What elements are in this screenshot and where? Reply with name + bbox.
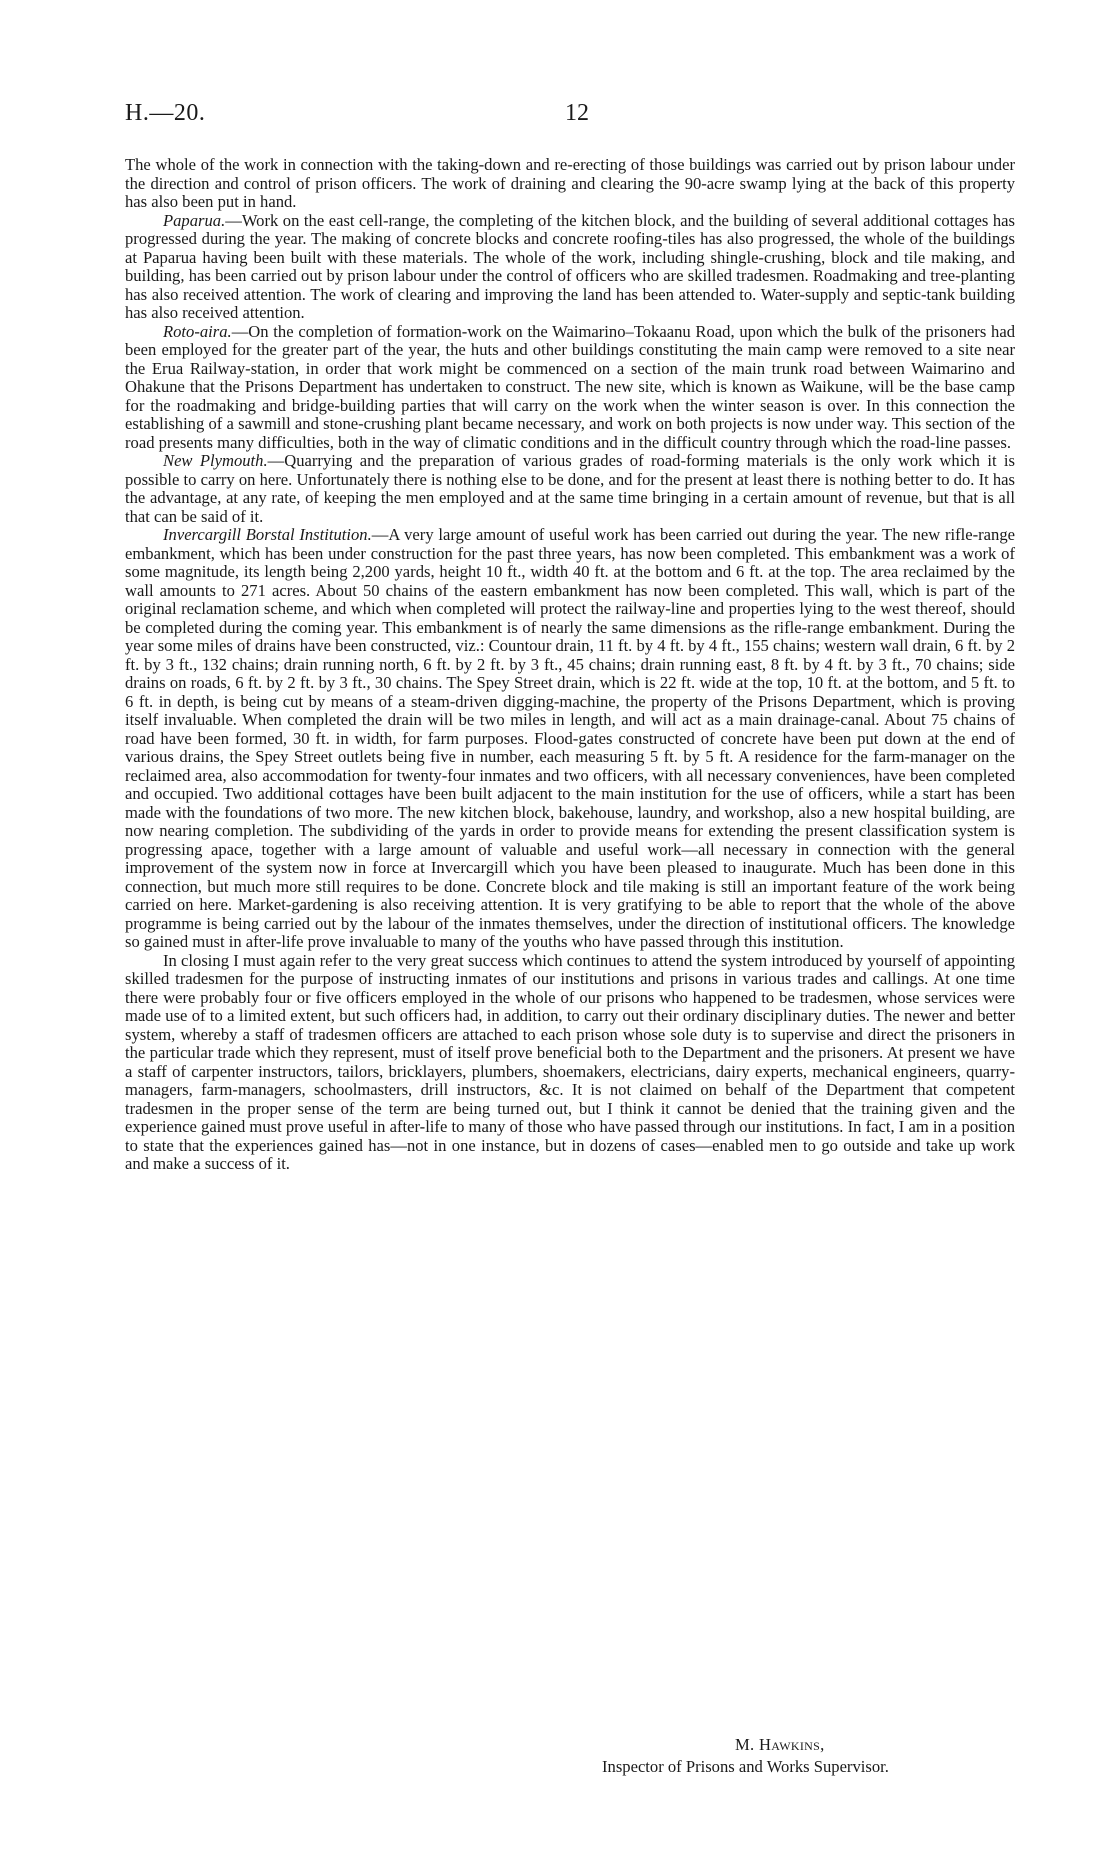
- paragraph-text: —A very large amount of useful work has been carried out during the year. The new rifle-range embankment, which has been under construction for the past three years, has now been completed. This embankment was a work of some magnitude, its length being 2,200 yards, height 10 ft., width 40 ft. at the bottom and 6 ft. at the top. The area reclaimed by the wall amounts to 271 acres. About 50 chains of the eastern embankment has now been completed. This wall, which is part of the original reclamation scheme, and which when completed will protect the railway-line and properties lying to the west thereof, should be completed during the coming year. This embankment is of nearly the same dimensions as the rifle-range embankment. During the year some miles of drains have been constructed, viz.: Countour drain, 11 ft. by 4 ft. by 4 ft., 155 chains; western wall drain, 6 ft. by 2 ft. by 3 ft., 132 chains; drain running north, 6 ft. by 2 ft. by 3 ft., 45 chains; drain running east, 8 ft. by 4 ft. by 3 ft., 70 chains; side drains on roads, 6 ft. by 2 ft. by 3 ft., 30 chains. The Spey Street drain, which is 22 ft. wide at the top, 10 ft. at the bottom, and 5 ft. to 6 ft. in depth, is being cut by means of a steam-driven digging-machine, the property of the Prisons Department, which is proving itself invaluable. When completed the drain will be two miles in length, and will act as a main drainage-canal. About 75 chains of road have been formed, 30 ft. in width, for farm purposes. Flood-gates constructed of concrete have been put down at the end of various drains, the Spey Street outlets being five in number, each measuring 5 ft. by 5 ft. A residence for the farm-manager on the reclaimed area, also accommodation for twenty-four inmates and two officers, with all necessary conveniences, have been completed and occupied. Two additional cottages have been built adjacent to the main institution for the use of officers, while a start has been made with the foundations of two more. The new kitchen block, bakehouse, laundry, and workshop, also a new hospital building, are now nearing completion. The subdividing of the yards in order to provide means for extending the present classification system is progressing apace, together with a large amount of valuable and useful work—all necessary in connection with the general improvement of the system now in force at Invercargill which you have been pleased to inaugurate. Much has been done in this connection, but much more still requires to be done. Concrete block and tile making is still an important feature of the work being carried on here. Market-gardening is also receiving attention. It is very gratifying to be able to report that the whole of the above programme is being carried out by the labour of the inmates themselves, under the direction of institutional officers. The knowledge so gained must in after-life prove invaluable to many of the youths who have passed through this institution.: [125, 525, 1015, 951]
- paragraph-heading: Roto-aira.: [163, 321, 232, 341]
- signatory-title: Inspector of Prisons and Works Supervisor.: [602, 1757, 889, 1776]
- paragraph-heading: Paparua.: [163, 210, 226, 230]
- paragraph-new-plymouth: [125, 452, 1015, 526]
- page-number: 12: [565, 100, 589, 126]
- paragraph-heading: New Plymouth.: [163, 451, 268, 470]
- paragraph-text: —Quarrying and the preparation of various grades of road-forming materials is the only work which it is possible to carry on here. Unfortunately there is nothing else to be done, and for the present at least there is nothing better to do. It has the advantage, at any rate, of keeping the men employed and at the same time bringing in a certain amount of revenue, but that is all that can be said of it.: [125, 451, 1015, 526]
- paragraph-closing: [125, 952, 1015, 1174]
- paragraph-heading: Invercargill Borstal Institution.: [163, 525, 372, 544]
- document-reference: H.—20.: [125, 100, 206, 126]
- paragraph-invercargill-borstal: [125, 526, 1015, 952]
- signatory-name: M. Hawkins,: [735, 1735, 825, 1754]
- page-header: [125, 100, 1017, 140]
- paragraph-text: The whole of the work in connection with the taking-down and re-erecting of those buildings was carried out by prison labour under the direction and control of prison officers. The work of draining and clearing the 90-acre swamp lying at the back of this property has also been put in hand.: [125, 155, 1015, 211]
- report-body: [125, 156, 1015, 1174]
- paragraph-roto-aira: [125, 323, 1015, 453]
- paragraph-text: —Work on the east cell-range, the completing of the kitchen block, and the building of several additional cottages has progressed during the year. The making of concrete blocks and concrete roofing-tiles has also progressed, the whole of the buildings at Paparua having been built with these materials. The whole of the work, including shingle-crushing, block and tile making, and building, has been carried out by prison labour under the control of officers who are skilled tradesmen. Roadmaking and tree-planting has also received attention. The work of clearing and improving the land has been attended to. Water-supply and septic-tank building has also received attention.: [125, 210, 1015, 322]
- paragraph-paparua: [125, 212, 1015, 323]
- paragraph-text: —On the completion of formation-work on the Waimarino–Tokaanu Road, upon which the bulk of the prisoners had been employed for the greater part of the year, the huts and other buildings constituting the main camp were removed to a site near the Erua Railway-station, in order that work might be commenced on a section of the main trunk road between Waimarino and Ohakune that the Prisons Department has undertaken to construct. The new site, which is known as Waikune, will be the base camp for the roadmaking and bridge-building parties that will carry on the work when the winter season is over. In this connection the establishing of a sawmill and stone-crushing plant became necessary, and work on both projects is now under way. This section of the road presents many difficulties, both in the way of climatic conditions and in the difficult country through which the road-line passes.: [125, 321, 1015, 452]
- paragraph-text: In closing I must again refer to the very great success which continues to attend the system introduced by yourself of appointing skilled tradesmen for the purpose of instructing inmates of our institutions and prisons in various trades and callings. At one time there were probably four or five officers employed in the whole of our prisons who happened to be tradesmen, whose services were made use of to a limited extent, but such officers had, in addition, to carry out their ordinary disciplinary duties. The newer and better system, whereby a staff of tradesmen officers are attached to each prison whose sole duty is to supervise and direct the prisoners in the particular trade which they represent, must of itself prove beneficial both to the Department and the prisoners. At present we have a staff of carpenter instructors, tailors, bricklayers, plumbers, shoemakers, electricians, dairy experts, mechanical engineers, quarry-managers, farm-managers, schoolmasters, drill instructors, &c. It is not claimed on behalf of the Department that competent tradesmen in the proper sense of the term are being turned out, but I think it cannot be denied that the training given and the experience gained must prove useful in after-life to many of those who have passed through our institutions. In fact, I am in a position to state that the experiences gained has—not in one instance, but in dozens of cases—enabled men to go outside and take up work and make a success of it.: [125, 950, 1015, 1173]
- paragraph-continuation: [125, 156, 1015, 212]
